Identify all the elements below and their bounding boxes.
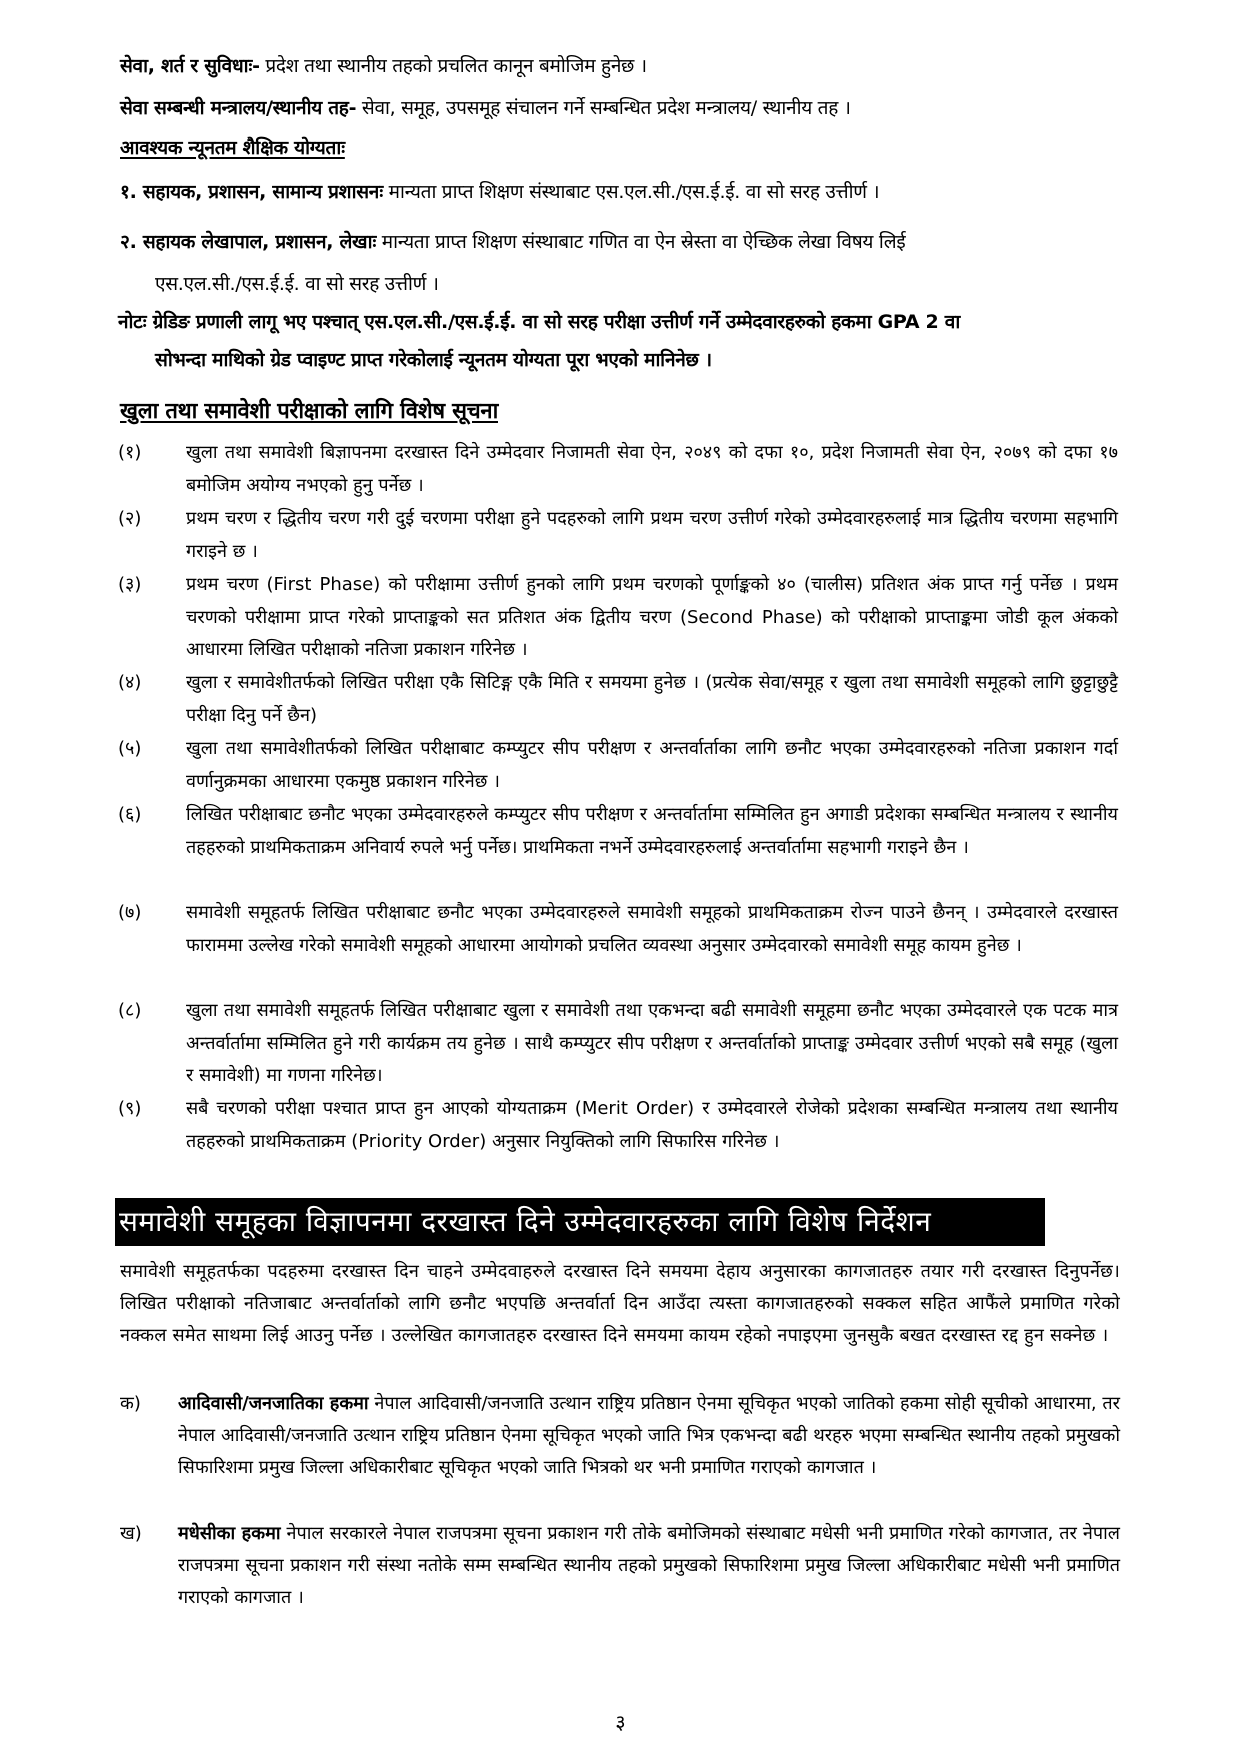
notice-item [118, 503, 1118, 568]
qualification-2 [120, 228, 905, 256]
inclusive-item-text [178, 1518, 1120, 1614]
special-notice-heading: खुला तथा समावेशी परीक्षाको लागि विशेष सूचना [120, 399, 498, 424]
notice-item-text: प्रथम चरण र द्धितीय चरण गरी दुई चरणमा परीक्षा हुने पदहरुको लागि प्रथम चरण उत्तीर्ण गरेको उम्मेदवारहरुलाई मात्र द्धितीय चरणमा सहभागि गराइने छ । [186, 508, 1118, 562]
notice-item-number: (३) [118, 574, 142, 595]
notice-item-number: (९) [118, 1098, 142, 1119]
inclusive-item-number: क) [120, 1393, 141, 1414]
notice-item-text: खुला तथा समावेशीतर्फको लिखित परीक्षाबाट कम्प्युटर सीप परीक्षण र अन्तर्वार्ताका लागि छनौट भएका उम्मेदवारहरुको नतिजा प्रकाशन गर्दा वर्णानुक्रमका आधारमा एकमुष्ठ प्रकाशन गरिनेछ । [186, 738, 1118, 792]
service-terms-text: प्रदेश तथा स्थानीय तहको प्रचलित कानून बमोजिम हुनेछ । [265, 55, 647, 77]
qualification-heading: आवश्यक न्यूनतम शैक्षिक योग्यताः [120, 137, 345, 159]
inclusive-item-label: आदिवासी/जनजातिका हकमा [178, 1393, 369, 1414]
ministry-line [120, 94, 851, 122]
notice-item-number: (८) [118, 1000, 142, 1021]
notice-item-text: सबै चरणको परीक्षा पश्चात प्राप्त हुन आएको योग्यताक्रम (Merit Order) र उम्मेदवारले रोजेको प्रदेशका सम्बन्धित मन्त्रालय तथा स्थानीय तहहरुको प्राथमिकताक्रम (Priority Order) अनुसार नियुक्तिको लागि सिफारिस गरिनेछ । [186, 1098, 1118, 1152]
qualification-2-label: २. सहायक लेखापाल, प्रशासन, लेखाः [120, 231, 377, 253]
ministry-text: सेवा, समूह, उपसमूह संचालन गर्ने सम्बन्धित प्रदेश मन्त्रालय/ स्थानीय तह । [361, 97, 851, 119]
notice-item-number: (५) [118, 738, 142, 759]
notice-item-number: (२) [118, 508, 142, 529]
inclusive-item-number: ख) [120, 1523, 142, 1544]
inclusive-item-adivasi [120, 1388, 1120, 1484]
qualification-1-text: मान्यता प्राप्त शिक्षण संस्थाबाट एस.एल.सी./एस.ई.ई. वा सो सरह उत्तीर्ण । [388, 181, 880, 203]
inclusive-item-text [178, 1388, 1120, 1484]
notice-item [118, 897, 1118, 962]
page-number: ३ [615, 1710, 626, 1734]
notice-item [118, 799, 1118, 864]
notice-item-text: खुला तथा समावेशी समूहतर्फ लिखित परीक्षाबाट खुला र समावेशी तथा एकभन्दा बढी समावेशी समूहमा छनौट भएका उम्मेदवारले एक पटक मात्र अन्तर्वार्तामा सम्मिलित हुने गरी कार्यक्रम तय हुनेछ । साथै कम्प्युटर सीप परीक्षण र अन्तर्वार्ताको प्राप्ताङ्क उम्मेदवार उत्तीर्ण भएको सबै समूह (खुला र समावेशी) मा गणना गरिनेछ। [186, 1000, 1118, 1086]
note-line-1: नोटः ग्रेडिङ प्रणाली लागू भए पश्चात् एस.एल.सी./एस.ई.ई. वा सो सरह परीक्षा उत्तीर्ण गर्ने उम्मेदवारहरुको हकमा GPA 2 वा [118, 311, 960, 333]
inclusive-item-madhesi [120, 1518, 1120, 1614]
inclusive-item-label: मधेसीका हकमा [178, 1523, 281, 1544]
qualification-1 [120, 178, 879, 206]
qualification-2-text: मान्यता प्राप्त शिक्षण संस्थाबाट गणित वा ऐन स्रेस्ता वा ऐच्छिक लेखा विषय लिई [381, 231, 906, 253]
notice-item-text: खुला र समावेशीतर्फको लिखित परीक्षा एकै सिटिङ्ग एकै मिति र समयमा हुनेछ । (प्रत्येक सेवा/समूह र खुला तथा समावेशी समूहको लागि छुट्टाछुट्टै परीक्षा दिनु पर्ने छैन) [186, 672, 1118, 726]
notice-item-number: (७) [118, 902, 142, 923]
service-terms-line [120, 52, 647, 80]
notice-item [118, 667, 1118, 732]
note-line-2: सोभन्दा माथिको ग्रेड प्वाइण्ट प्राप्त गरेकोलाई न्यूनतम योग्यता पूरा भएको मानिनेछ । [155, 349, 712, 371]
notice-item [118, 569, 1118, 667]
notice-item-text: खुला तथा समावेशी बिज्ञापनमा दरखास्त दिने उम्मेदवार निजामती सेवा ऐन, २०४९ को दफा १०, प्रदेश निजामती सेवा ऐन, २०७९ को दफा १७ बमोजिम अयोग्य नभएको हुनु पर्नेछ । [186, 442, 1118, 496]
inclusive-item-body: नेपाल सरकारले नेपाल राजपत्रमा सूचना प्रकाशन गरी तोके बमोजिमको संस्थाबाट मधेसी भनी प्रमाणित गरेको कागजात, तर नेपाल राजपत्रमा सूचना प्रकाशन गरी संस्था नतोके सम्म सम्बन्धित स्थानीय तहको प्रमुखको सिफारिशमा प्रमुख जिल्ला अधिकारीबाट मधेसी भनी प्रमाणित गराएको कागजात । [178, 1523, 1120, 1608]
service-terms-label: सेवा, शर्त र सुविधाः- [120, 55, 260, 77]
notice-item [118, 1093, 1118, 1158]
inclusive-item-body: नेपाल आदिवासी/जनजाति उत्थान राष्ट्रिय प्रतिष्ठान ऐनमा सूचिकृत भएको जातिको हकमा सोही सूचीको आधारमा, तर नेपाल आदिवासी/जनजाति उत्थान राष्ट्रिय प्रतिष्ठान ऐनमा सूचिकृत भएको जाति भित्र एकभन्दा बढी थरहरु भएमा सम्बन्धित स्थानीय तहको प्रमुखको सिफारिशमा प्रमुख जिल्ला अधिकारीबाट सूचिकृत भएको जाति भित्रको थर भनी प्रमाणित गराएको कागजात । [178, 1393, 1120, 1478]
notice-item [118, 437, 1118, 502]
notice-item-number: (६) [118, 804, 142, 825]
inclusive-intro-paragraph: समावेशी समूहतर्फका पदहरुमा दरखास्त दिन चाहने उम्मेदवाहरुले दरखास्त दिने समयमा देहाय अनुसारका कागजातहरु तयार गरी दरखास्त दिनुपर्नेछ। लिखित परीक्षाको नतिजाबाट अन्तर्वार्ताको लागि छनौट भएपछि अन्तर्वार्ता दिन आउँदा त्यस्ता कागजातहरुको सक्कल सहित आफैंले प्रमाणित गरेको नक्कल समेत साथमा लिई आउनु पर्नेछ । उल्लेखित कागजातहरु दरखास्त दिने समयमा कायम रहेको नपाइएमा जुनसुकै बखत दरखास्त रद्द हुन सक्नेछ । [120, 1261, 1120, 1346]
inclusive-section-heading: समावेशी समूहका विज्ञापनमा दरखास्त दिने उम्मेदवारहरुका लागि विशेष निर्देशन [115, 1198, 1045, 1246]
qualification-1-label: १. सहायक, प्रशासन, सामान्य प्रशासनः [120, 181, 383, 203]
notice-item-text: प्रथम चरण (First Phase) को परीक्षामा उत्तीर्ण हुनको लागि प्रथम चरणको पूर्णाङ्कको ४० (चालीस) प्रतिशत अंक प्राप्त गर्नु पर्नेछ । प्रथम चरणको परीक्षामा प्राप्त गरेको प्राप्ताङ्कको सत प्रतिशत अंक द्वितीय चरण (Second Phase) को परीक्षाको प्राप्ताङ्कमा जोडी कूल अंकको आधारमा लिखित परीक्षाको नतिजा प्रकाशन गरिनेछ । [186, 574, 1118, 660]
notice-item-number: (१) [118, 442, 142, 463]
notice-item [118, 995, 1118, 1093]
ministry-label: सेवा सम्बन्धी मन्त्रालय/स्थानीय तह- [120, 97, 357, 119]
notice-item [118, 733, 1118, 798]
notice-item-text: लिखित परीक्षाबाट छनौट भएका उम्मेदवारहरुले कम्प्युटर सीप परीक्षण र अन्तर्वार्तामा सम्मिलित हुन अगाडी प्रदेशका सम्बन्धित मन्त्रालय र स्थानीय तहहरुको प्राथमिकताक्रम अनिवार्य रुपले भर्नु पर्नेछ। प्राथमिकता नभर्ने उम्मेदवारहरुलाई अन्तर्वार्तामा सहभागी गराइने छैन । [186, 804, 1118, 858]
qualification-2-continued: एस.एल.सी./एस.ई.ई. वा सो सरह उत्तीर्ण । [155, 273, 439, 295]
notice-item-number: (४) [118, 672, 142, 693]
notice-item-text: समावेशी समूहतर्फ लिखित परीक्षाबाट छनौट भएका उम्मेदवारहरुले समावेशी समूहको प्राथमिकताक्रम रोज्न पाउने छैनन् । उम्मेदवारले दरखास्त फाराममा उल्लेख गरेको समावेशी समूहको आधारमा आयोगको प्रचलित व्यवस्था अनुसार उम्मेदवारको समावेशी समूह कायम हुनेछ । [186, 902, 1118, 956]
